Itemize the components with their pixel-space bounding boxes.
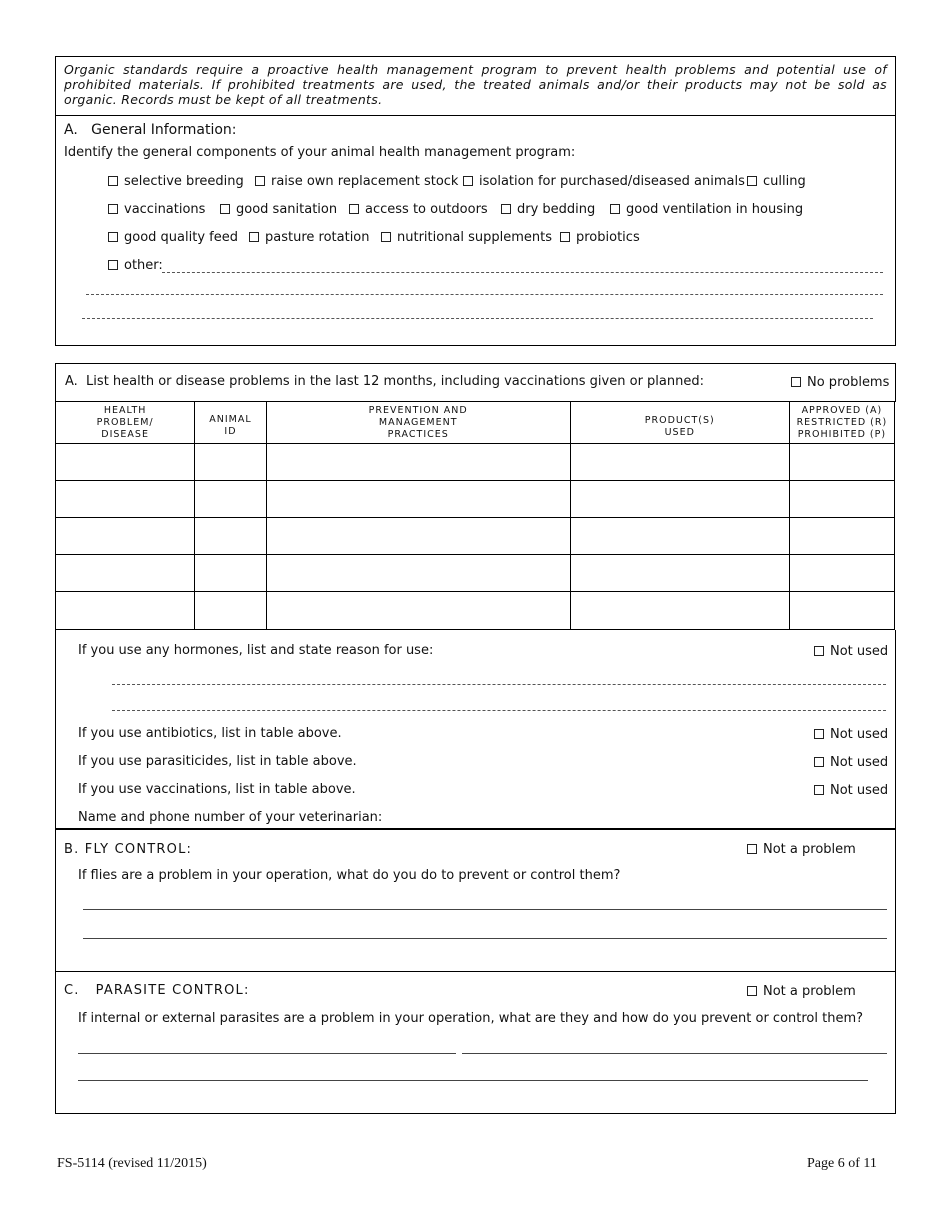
table-cell[interactable] xyxy=(789,444,894,481)
table-cell[interactable] xyxy=(56,481,195,518)
table-row xyxy=(56,481,895,518)
table-cell[interactable] xyxy=(266,555,570,592)
col-header-health-problem: HEALTH PROBLEM/ DISEASE xyxy=(56,402,195,444)
fly-line-2[interactable] xyxy=(83,938,887,939)
problems-heading: A. List health or disease problems in the last 12 months, including vaccinations given or planned: xyxy=(65,374,704,389)
col-header-animal-id: ANIMAL ID xyxy=(195,402,266,444)
table-row xyxy=(56,444,895,481)
option-raise-own-replacement-stock[interactable]: raise own replacement stock xyxy=(255,174,458,189)
checkbox[interactable] xyxy=(747,986,757,996)
table-cell[interactable] xyxy=(56,555,195,592)
table-cell[interactable] xyxy=(56,444,195,481)
option-pasture-rotation[interactable]: pasture rotation xyxy=(249,230,370,245)
table-cell[interactable] xyxy=(266,518,570,555)
parasite-line-1a[interactable] xyxy=(78,1053,456,1054)
table-cell[interactable] xyxy=(195,518,266,555)
checkbox[interactable] xyxy=(108,260,118,270)
other-line-1[interactable] xyxy=(162,272,883,273)
checkbox[interactable] xyxy=(349,204,359,214)
table-cell[interactable] xyxy=(570,444,789,481)
vaccinations-label: If you use vaccinations, list in table above. xyxy=(78,782,356,797)
checkbox[interactable] xyxy=(463,176,473,186)
option-good-ventilation[interactable]: good ventilation in housing xyxy=(610,202,803,217)
table-cell[interactable] xyxy=(195,592,266,630)
checkbox[interactable] xyxy=(108,232,118,242)
table-cell[interactable] xyxy=(56,592,195,630)
veterinarian-label: Name and phone number of your veterinarian: xyxy=(78,810,383,825)
antibiotics-not-used[interactable]: Not used xyxy=(814,727,888,742)
parasite-question: If internal or external parasites are a problem in your operation, what are they and how do you prevent or control them? xyxy=(78,1011,864,1026)
checkbox[interactable] xyxy=(814,757,824,767)
intro-box-divider xyxy=(55,115,896,116)
checkbox[interactable] xyxy=(560,232,570,242)
form-id: FS-5114 (revised 11/2015) xyxy=(57,1156,207,1171)
table-cell[interactable] xyxy=(570,518,789,555)
vaccinations-not-used[interactable]: Not used xyxy=(814,783,888,798)
fly-not-a-problem[interactable]: Not a problem xyxy=(747,842,856,857)
fly-question: If flies are a problem in your operation, what do you do to prevent or control them? xyxy=(78,868,621,883)
option-good-quality-feed[interactable]: good quality feed xyxy=(108,230,238,245)
parasiticides-not-used[interactable]: Not used xyxy=(814,755,888,770)
table-cell[interactable] xyxy=(266,592,570,630)
parasite-line-2[interactable] xyxy=(78,1080,868,1081)
checkbox[interactable] xyxy=(220,204,230,214)
checkbox[interactable] xyxy=(381,232,391,242)
col-header-products: PRODUCT(S) USED xyxy=(570,402,789,444)
option-good-sanitation[interactable]: good sanitation xyxy=(220,202,337,217)
option-dry-bedding[interactable]: dry bedding xyxy=(501,202,595,217)
table-cell[interactable] xyxy=(195,444,266,481)
option-isolation[interactable]: isolation for purchased/diseased animals xyxy=(463,174,745,189)
checkbox[interactable] xyxy=(747,844,757,854)
checkbox[interactable] xyxy=(501,204,511,214)
checkbox[interactable] xyxy=(108,176,118,186)
table-cell[interactable] xyxy=(570,592,789,630)
table-row xyxy=(56,555,895,592)
checkbox[interactable] xyxy=(255,176,265,186)
checkbox[interactable] xyxy=(814,729,824,739)
table-cell[interactable] xyxy=(266,444,570,481)
table-cell[interactable] xyxy=(266,481,570,518)
fly-line-1[interactable] xyxy=(83,909,887,910)
table-cell[interactable] xyxy=(789,518,894,555)
table-cell[interactable] xyxy=(570,555,789,592)
option-culling[interactable]: culling xyxy=(747,174,806,189)
checkbox[interactable] xyxy=(249,232,259,242)
no-problems-option[interactable]: No problems xyxy=(791,375,889,390)
col-header-prevention: PREVENTION AND MANAGEMENT PRACTICES xyxy=(266,402,570,444)
hormones-label: If you use any hormones, list and state reason for use: xyxy=(78,643,434,658)
table-cell[interactable] xyxy=(789,481,894,518)
option-probiotics[interactable]: probiotics xyxy=(560,230,640,245)
general-heading: A. General Information: xyxy=(64,122,237,138)
checkbox[interactable] xyxy=(108,204,118,214)
option-selective-breeding[interactable]: selective breeding xyxy=(108,174,244,189)
checkbox[interactable] xyxy=(747,176,757,186)
checkbox[interactable] xyxy=(791,377,801,387)
hormones-line-2[interactable] xyxy=(112,710,886,711)
option-nutritional-supplements[interactable]: nutritional supplements xyxy=(381,230,552,245)
intro-text: Organic standards require a proactive health management program to prevent health problems and potential use of prohibited materials. If prohibited treatments are used, the treated animals and/or their products may not be sold as organic. Records must be kept of all treatments. xyxy=(64,62,887,107)
parasite-not-a-problem[interactable]: Not a problem xyxy=(747,984,856,999)
checkbox[interactable] xyxy=(610,204,620,214)
checkbox[interactable] xyxy=(814,785,824,795)
hormones-not-used[interactable]: Not used xyxy=(814,644,888,659)
table-cell[interactable] xyxy=(56,518,195,555)
other-line-3[interactable] xyxy=(82,318,873,319)
table-row xyxy=(56,592,895,630)
option-other[interactable]: other: xyxy=(108,258,163,273)
other-line-2[interactable] xyxy=(86,294,883,295)
fly-heading: B. FLY CONTROL: xyxy=(64,842,193,857)
table-cell[interactable] xyxy=(195,555,266,592)
antibiotics-label: If you use antibiotics, list in table above. xyxy=(78,726,342,741)
table-cell[interactable] xyxy=(789,555,894,592)
table-cell[interactable] xyxy=(570,481,789,518)
hormones-line-1[interactable] xyxy=(112,684,886,685)
page-number: Page 6 of 11 xyxy=(807,1156,877,1171)
problems-table xyxy=(55,401,895,630)
option-access-to-outdoors[interactable]: access to outdoors xyxy=(349,202,488,217)
table-cell[interactable] xyxy=(789,592,894,630)
table-header-row xyxy=(56,402,895,444)
parasite-line-1b[interactable] xyxy=(462,1053,887,1054)
table-row xyxy=(56,518,895,555)
parasite-heading: C. PARASITE CONTROL: xyxy=(64,983,250,998)
table-cell[interactable] xyxy=(195,481,266,518)
option-vaccinations[interactable]: vaccinations xyxy=(108,202,205,217)
parasiticides-label: If you use parasiticides, list in table above. xyxy=(78,754,357,769)
col-header-status: APPROVED (A) RESTRICTED (R) PROHIBITED (P) xyxy=(789,402,894,444)
general-prompt: Identify the general components of your animal health management program: xyxy=(64,145,576,160)
checkbox[interactable] xyxy=(814,646,824,656)
